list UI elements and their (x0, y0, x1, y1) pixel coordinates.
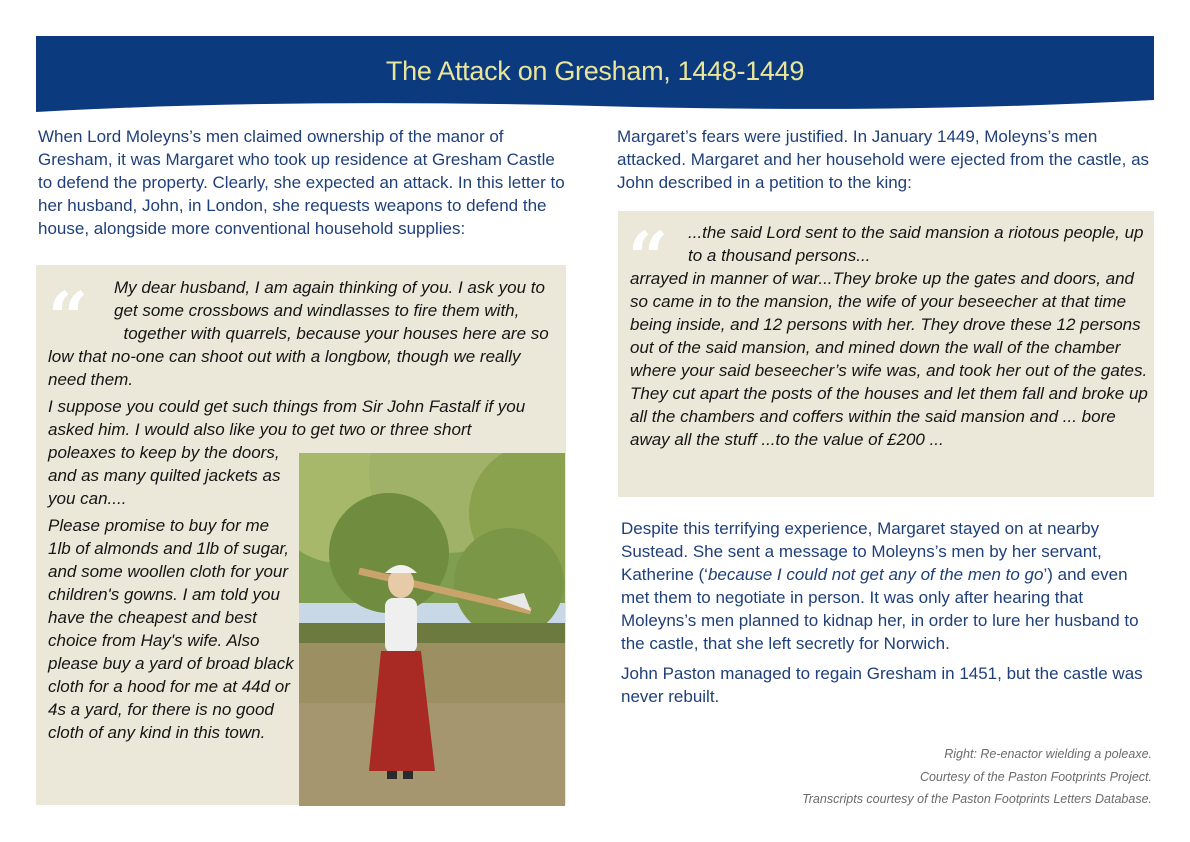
followup-section (621, 517, 1151, 715)
page-title: The Attack on Gresham, 1448-1449 (385, 56, 805, 86)
petition-quote-box (618, 211, 1154, 497)
credit-line: Transcripts courtesy of the Paston Footprints Letters Database. (802, 792, 1152, 806)
photo-credits (802, 743, 1152, 811)
quote-mark-icon: “ (48, 276, 89, 359)
quote-mark-icon: “ (628, 216, 669, 299)
intro-right-paragraph: Margaret’s fears were justified. In January 1449, Moleyns’s men attacked. Margaret and her household were ejected from the castle, as John described in a petition to the king: (617, 127, 1150, 192)
credit-line: Right: Re-enactor wielding a poleaxe. (944, 747, 1152, 761)
letter-paragraph-1 (48, 322, 560, 391)
followup-text-a: Despite this terrifying experience, Margaret stayed on at nearby Sustead. She sent a message to Moleyns’s men by her servant, Katherine (‘ (621, 519, 1102, 584)
letter-paragraph-2: I suppose you could get such things from Sir John Fastalf if you asked him. I would also like you to get two or three short (48, 397, 526, 439)
intro-left-paragraph: When Lord Moleyns’s men claimed ownership of the manor of Gresham, it was Margaret who took up residence at Gresham Castle to defend the property. Clearly, she expected an attack. In this letter to her husband, John, in London, she requests weapons to defend the house, alongside more conventional household supplies: (38, 127, 565, 238)
petition-indent: ...the said Lord sent to the said mansion a riotous people, up to a thousand persons... (688, 223, 1144, 265)
letter-paragraph-3: Please promise to buy for me 1lb of almonds and 1lb of sugar, and some woollen cloth for your children's gowns. I am told you have the cheapest and best choice from Hay's wife. Also please buy a yard of broad black cloth for a hood for me at 44d or 4s a yard, for there is no good cloth of any kind in this town. (48, 516, 294, 742)
letter-paragraph-1-rest: together with quarrels, because your houses here are so low that no-one can shoot out with a longbow, though we really need them. (48, 324, 549, 389)
followup-paragraph-2: John Paston managed to regain Gresham in 1451, but the castle was never rebuilt. (621, 664, 1143, 706)
credit-line: Courtesy of the Paston Footprints Project. (919, 769, 1152, 784)
letter-paragraph-2-wrap: poleaxes to keep by the doors, and as many quilted jackets as you can.... (48, 443, 281, 508)
followup-text-b: ’) and even met them to negotiate in person. It was only after hearing that Moleyns’s men planned to kidnap her, in order to lure her husband to the castle, that she left secretly for Norwich. (621, 565, 1139, 653)
petition-text: arrayed in manner of war...They broke up the gates and doors, and so came in to the mansion, the wife of your beseecher at that time being inside, and 12 persons with her. They drove these 12 persons out of the said mansion, and mined down the wall of the chamber where your said beseecher’s wife was, and took her out of the gates. They cut apart the posts of the houses and let them fall and broke up all the chambers and coffers within the said mansion and ... bore away all the stuff ...to the value of £200 ... (630, 269, 1148, 449)
reenactor-photo (299, 453, 565, 806)
title-banner (36, 36, 1154, 112)
letter-paragraph-1-indent: My dear husband, I am again thinking of you. I ask you to get some crossbows and windlasses to fire them with, (114, 278, 545, 320)
katherine-quote: because I could not get any of the men to go (707, 565, 1044, 584)
followup-paragraph-1 (621, 517, 1151, 655)
